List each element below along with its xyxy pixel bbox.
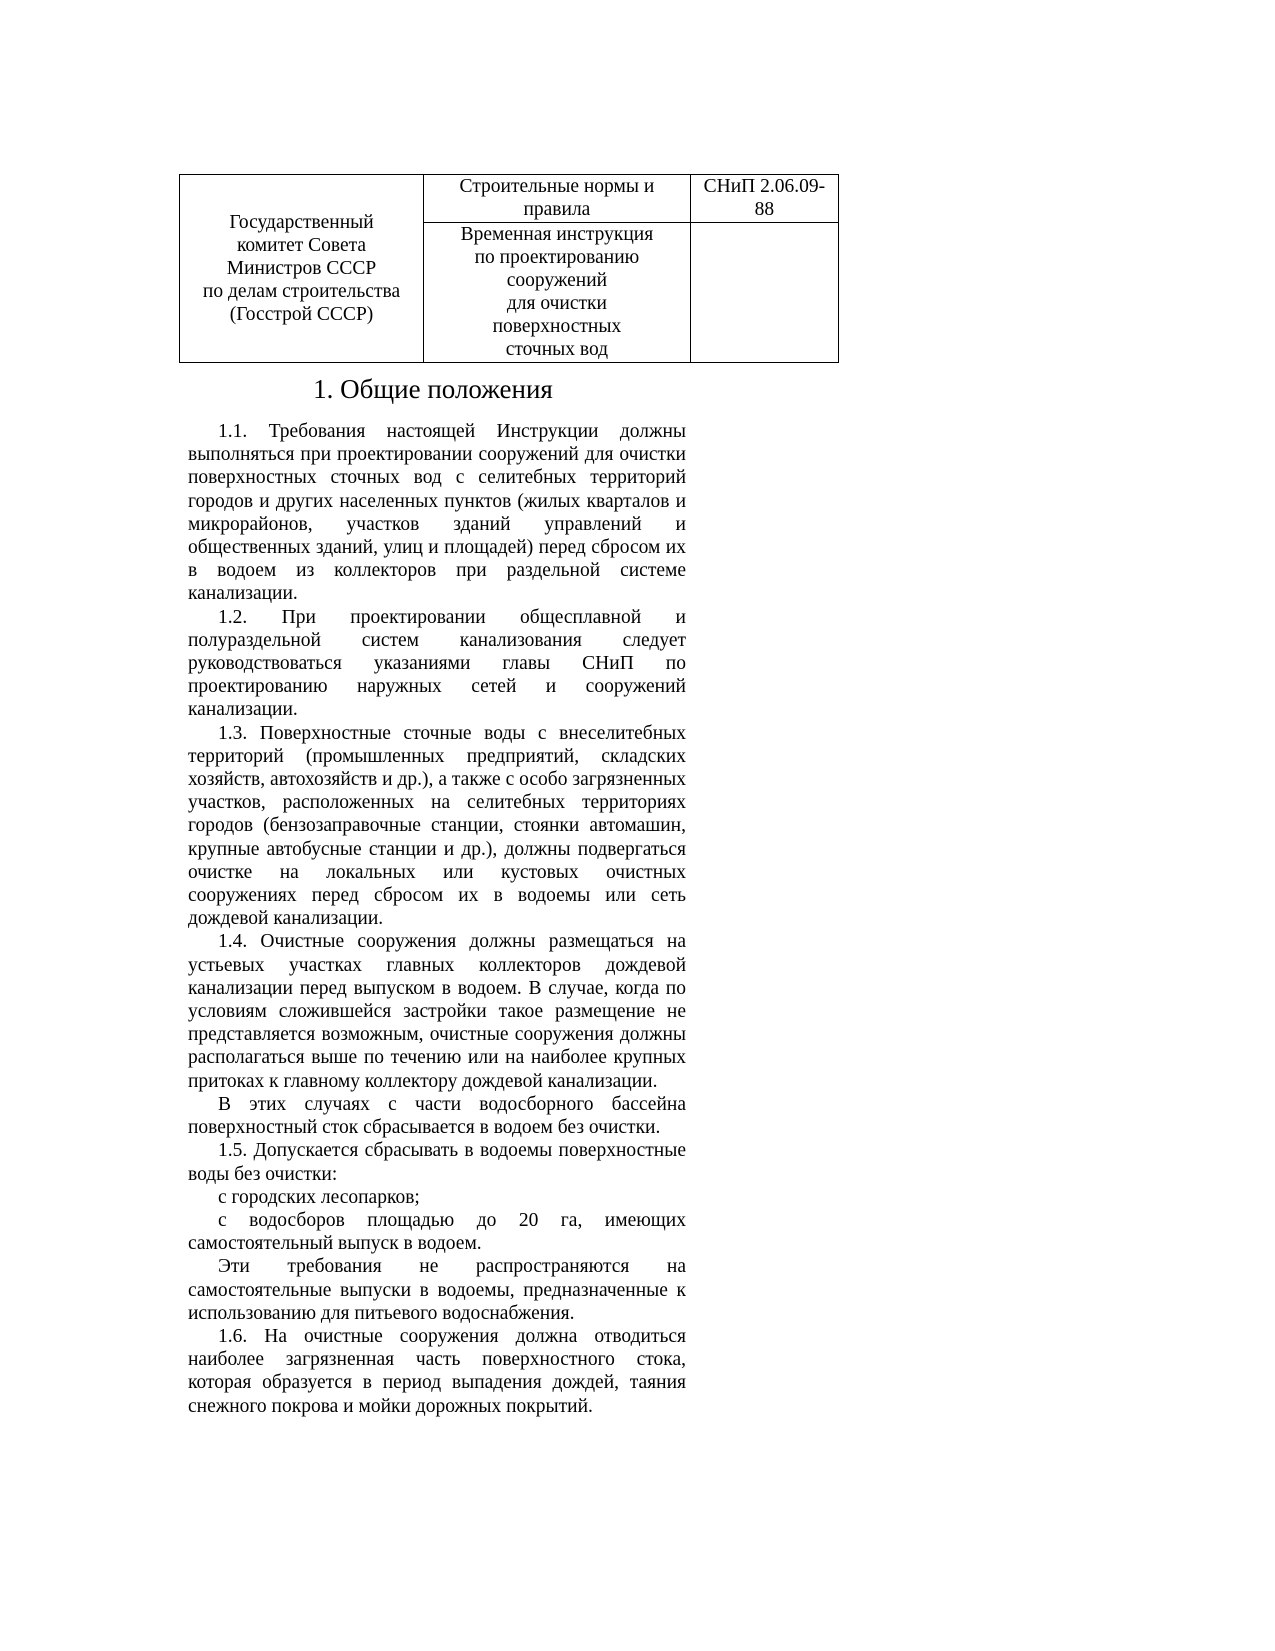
document-type-cell bbox=[424, 175, 691, 223]
document-header-table bbox=[179, 174, 839, 363]
paragraph-1-1: 1.1. Требования настоящей Инструкции должны выполняться при проектировании сооружений для очистки поверхностных сточных вод с селитебных территорий городов и других населенных пунктов (жилых кварталов и микрорайонов, участков зданий управлений и общественных зданий, улиц и площадей) перед сбросом их в водоем из коллекторов при раздельной системе канализации. bbox=[188, 421, 686, 605]
section-heading: 1. Общие положения bbox=[313, 374, 553, 404]
paragraph-1-5-note: Эти требования не распространяются на самостоятельные выпуски в водоемы, предназначенные к использованию для питьевого водоснабжения. bbox=[188, 1256, 686, 1324]
document-title: Временная инструкция по проектированию сооружений для очистки поверхностных сточных вод bbox=[460, 223, 654, 360]
paragraph-1-5-item-2: с водосборов площадью до 20 га, имеющих самостоятельный выпуск в водоем. bbox=[188, 1209, 686, 1255]
empty-cell bbox=[690, 222, 838, 363]
paragraph-1-4-note: В этих случаях с части водосборного бассейна поверхностный сток сбрасывается в водоем без очистки. bbox=[188, 1093, 686, 1139]
paragraph-1-4: 1.4. Очистные сооружения должны размещаться на устьевых участках главных коллекторов дождевой канализации перед выпуском в водоем. В случае, когда по условиям сложившейся застройки такое размещение не представляется возможным, очистные сооружения должны располагаться выше по течению или на наиболее крупных притоках к главному коллектору дождевой канализации. bbox=[188, 931, 686, 1092]
document-title-cell bbox=[424, 222, 691, 363]
document-code: СНиП 2.06.09- 88 bbox=[703, 176, 826, 220]
paragraph-1-6: 1.6. На очистные сооружения должна отводиться наиболее загрязненная часть поверхностного стока, которая образуется в период выпадения дождей, таяния снежного покрова и мойки дорожных покрытий. bbox=[188, 1325, 686, 1417]
issuing-organization-cell bbox=[180, 175, 424, 363]
issuing-organization: Государственный комитет Совета Министров СССР по делам строительства (Госстрой СССР) bbox=[202, 212, 401, 325]
document-code-cell bbox=[690, 175, 838, 223]
document-type: Строительные нормы и правила bbox=[459, 176, 655, 220]
section-body bbox=[188, 420, 686, 1418]
paragraph-1-3: 1.3. Поверхностные сточные воды с внеселитебных территорий (промышленных предприятий, складских хозяйств, автохозяйств и др.), а также с особо загрязненных участков, расположенных на селитебных территориях городов (бензозаправочные станции, стоянки автомашин, крупные автобусные станции и др.), должны подвергаться очистке на локальных или кустовых очистных сооружениях перед сбросом их в водоемы или сеть дождевой канализации. bbox=[188, 722, 686, 930]
paragraph-1-2: 1.2. При проектировании общесплавной и полураздельной систем канализования следует руководствоваться указаниями главы СНиП по проектированию наружных сетей и сооружений канализации. bbox=[188, 606, 686, 721]
paragraph-1-5-item-1: с городских лесопарков; bbox=[218, 1186, 420, 1208]
paragraph-1-5: 1.5. Допускается сбрасывать в водоемы поверхностные воды без очистки: bbox=[188, 1140, 686, 1185]
